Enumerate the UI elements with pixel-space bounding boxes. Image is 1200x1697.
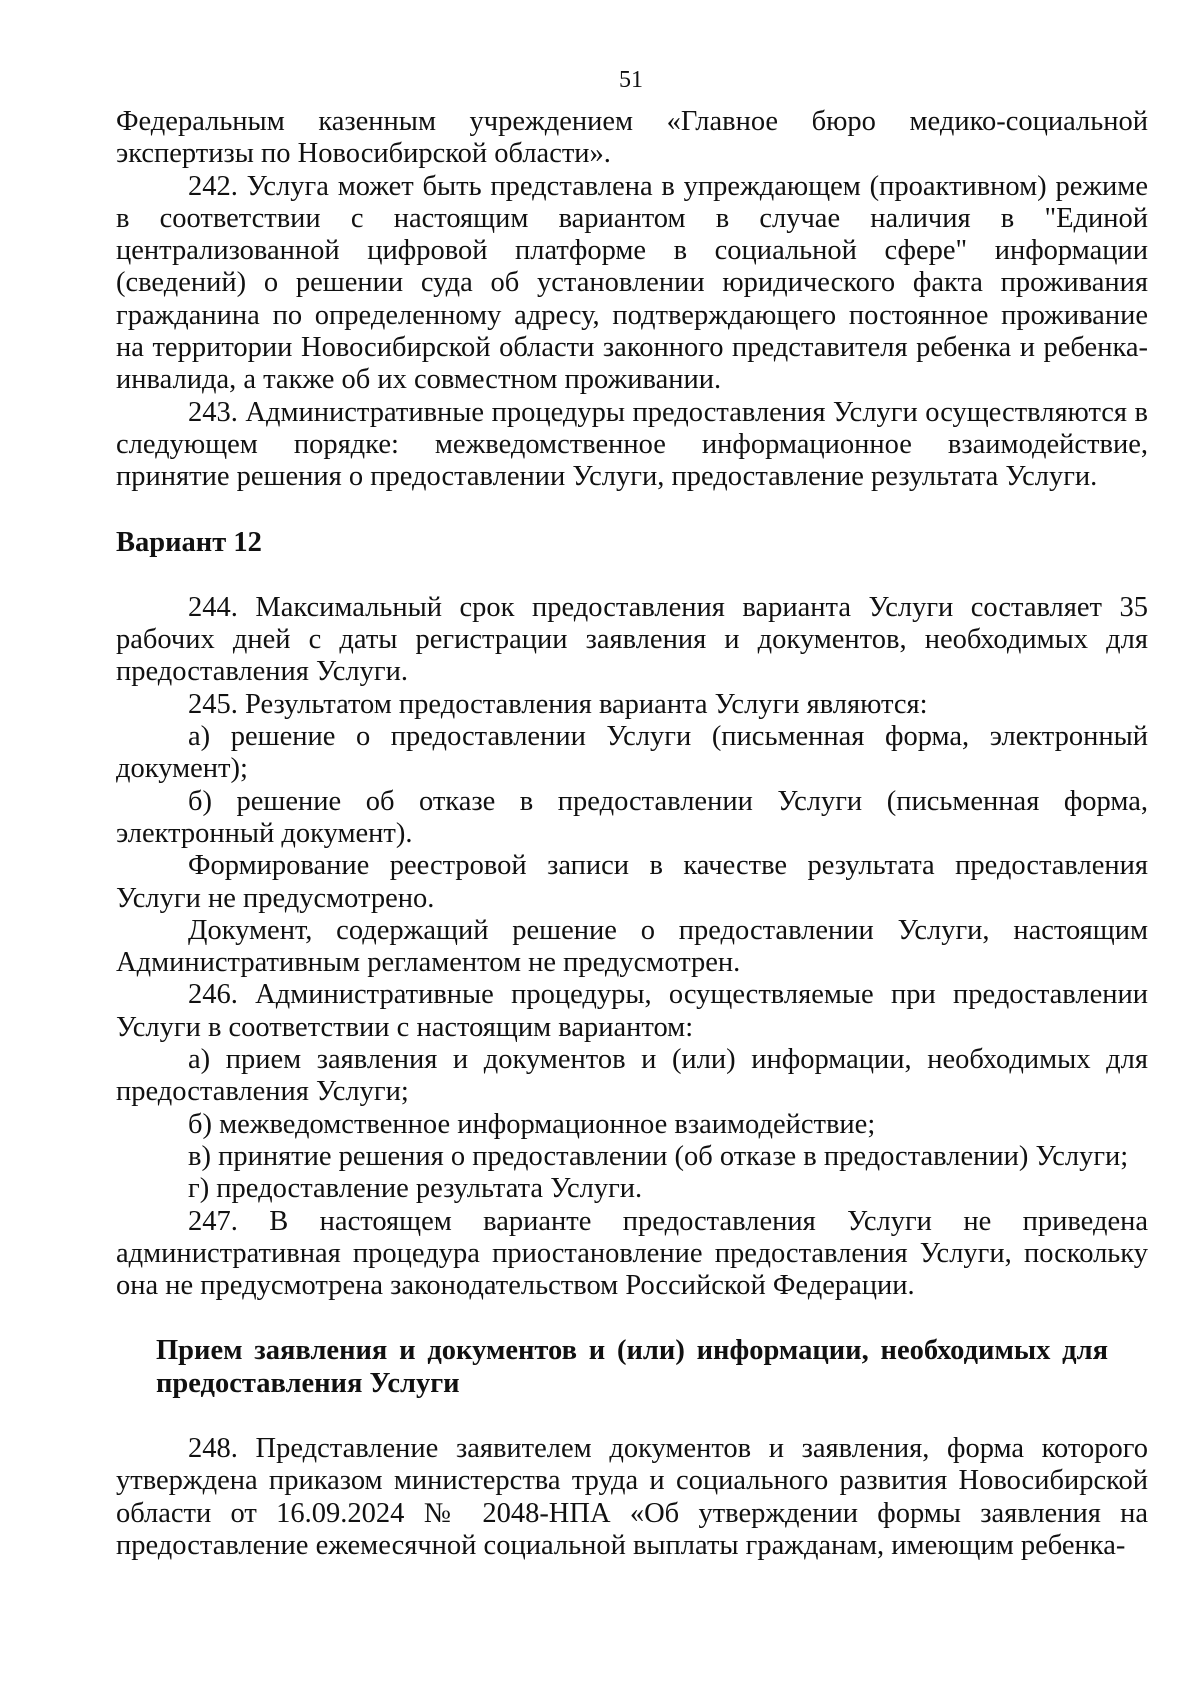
page-number: 51 (619, 67, 643, 93)
variant-heading: Вариант 12 (116, 526, 262, 558)
list-item: б) межведомственное информационное взаимодействие; (188, 1108, 876, 1140)
paragraph-247: 247. В настоящем варианте предоставления Услуги не приведена административная процедура приостановление предоставления Услуги, поскольку она не предусмотрена законодательством Российской Федерации. (116, 1205, 1148, 1302)
paragraph: Документ, содержащий решение о предоставлении Услуги, настоящим Административным регламентом не предусмотрен. (116, 914, 1148, 979)
paragraph: Федеральным казенным учреждением «Главное бюро медико-социальной экспертизы по Новосибирской области». (116, 106, 1148, 170)
paragraph: Формирование реестровой записи в качестве результата предоставления Услуги не предусмотрено. (116, 850, 1148, 914)
paragraph-243: 243. Административные процедуры предоставления Услуги осуществляются в следующем порядке: межведомственное информационное взаимодействие, принятие решения о предоставлении Услуги, предоставление результата Услуги. (116, 396, 1148, 493)
paragraph-248: 248. Представление заявителем документов и заявления, форма которого утверждена приказом министерства труда и социального развития Новосибирской области от 16.09.2024 № 2048-НПА «Об утверждении формы заявления на предоставление ежемесячной социальной выплаты гражданам, имеющим ребенка- (116, 1432, 1148, 1561)
section-heading: Прием заявления и документов и (или) информации, необходимых для предоставления Услуги (156, 1335, 1108, 1399)
paragraph-245: 245. Результатом предоставления варианта Услуги являются: (188, 688, 928, 720)
list-item: а) решение о предоставлении Услуги (письменная форма, электронный документ); (116, 721, 1148, 785)
document-body (116, 106, 1148, 1562)
list-item: б) решение об отказе в предоставлении Услуги (письменная форма, электронный документ). (116, 785, 1148, 849)
paragraph-244: 244. Максимальный срок предоставления варианта Услуги составляет 35 рабочих дней с даты регистрации заявления и документов, необходимых для предоставления Услуги. (116, 591, 1148, 688)
paragraph-242: 242. Услуга может быть представлена в упреждающем (проактивном) режиме в соответствии с настоящим вариантом в случае наличия в "Единой централизованной цифровой платформе в социальной сфере" информации (сведений) о решении суда об установлении юридического факта проживания гражданина по определенному адресу, подтверждающего постоянное проживание на территории Новосибирской области законного представителя ребенка и ребенка-инвалида, а также об их совместном проживании. (116, 170, 1148, 396)
list-item: г) предоставление результата Услуги. (188, 1173, 643, 1205)
paragraph-246: 246. Административные процедуры, осуществляемые при предоставлении Услуги в соответствии с настоящим вариантом: (116, 979, 1148, 1043)
list-item: в) принятие решения о предоставлении (об отказе в предоставлении) Услуги; (188, 1140, 1129, 1172)
list-item: а) прием заявления и документов и (или) информации, необходимых для предоставления Услуги; (116, 1044, 1148, 1108)
